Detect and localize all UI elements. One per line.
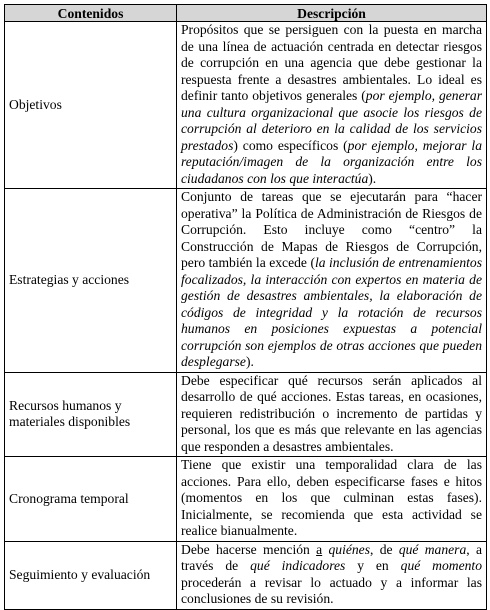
- table-row: [5, 457, 487, 542]
- row-description: [177, 457, 487, 542]
- row-label: Estrategias y acciones: [5, 189, 177, 373]
- header-descripcion: Descripción: [177, 5, 487, 22]
- description-text: , de: [370, 541, 399, 557]
- table-row: [5, 22, 487, 189]
- row-description: [177, 189, 487, 373]
- description-text: Propósitos que se persiguen con la puesta en marcha de una línea de actuación centrada en detectar riesgos de corrupción en una agencia que debe gestionar la respuesta frente a desastres ambientales. Lo ideal es definir tanto objetivos generales (: [181, 22, 482, 103]
- row-label: Seguimiento y evaluación: [5, 541, 177, 609]
- table-row: [5, 541, 487, 609]
- row-description: [177, 22, 487, 189]
- row-label: Cronograma temporal: [5, 457, 177, 542]
- emphasis-text: por ejemplo, generar una cultura organizacional que asocie los riesgos de corrupción al deterioro en la calidad de los servicios prestados: [181, 88, 482, 153]
- description-text: ).: [368, 170, 377, 186]
- header-contenidos: Contenidos: [5, 5, 177, 22]
- description-text: procederán a revisar lo actuado y a informar las conclusiones de su revisión.: [181, 574, 482, 606]
- row-description: [177, 541, 487, 609]
- emphasis-text: qué momento: [400, 558, 482, 573]
- description-text: Tiene que existir una temporalidad clara de las acciones. Para ello, deben especificarse fases e hitos (momentos en los que culminan estas fases). Inicialmente, se recomienda que esta actividad se realice bianualmente.: [181, 457, 482, 538]
- description-text: Debe especificar qué recursos serán aplicados al desarrollo de qué acciones. Estas tareas, en ocasiones, requieren redistribución o incremento de partidas y personal, los que es más que relevante en las agencias que responden a desastres ambientales.: [181, 372, 482, 454]
- description-text: ) como específicos (: [233, 137, 348, 153]
- emphasis-text: quiénes: [328, 541, 370, 557]
- content-table: [4, 4, 487, 610]
- description-text: , a través de: [181, 541, 482, 573]
- table-row: [5, 189, 487, 373]
- emphasis-text: la inclusión de entrenamientos focalizados, la interacción con expertos en materia de gestión de desastres ambientales, la elaboración de códigos de integridad y la rotación de recursos humanos en posiciones expuestas a potencial corrupción son ejemplos de otras acciones que pueden desplegarse: [181, 255, 482, 369]
- header-row: [5, 5, 487, 22]
- description-text: y en: [345, 558, 401, 573]
- description-text: Debe hacerse mención: [181, 541, 317, 557]
- underlined-text: a: [316, 541, 323, 557]
- table-row: [5, 372, 487, 457]
- emphasis-text: qué manera: [398, 541, 467, 557]
- description-text: Conjunto de tareas que se ejecutarán para “hacer operativa” la Política de Administración de Riesgos de Corrupción. Esto incluye como “centro” la Construcción de Mapas de Riesgos de Corrupción, pero también la excede (: [181, 189, 482, 270]
- emphasis-text: qué indicadores: [250, 558, 346, 573]
- row-label: Objetivos: [5, 22, 177, 189]
- description-text: ).: [245, 354, 254, 369]
- emphasis-text: por ejemplo, mejorar la reputación/imagen de la organización entre los ciudadanos con los que interactúa: [181, 137, 483, 186]
- row-description: [177, 372, 487, 457]
- row-label: Recursos humanos y materiales disponibles: [5, 372, 177, 457]
